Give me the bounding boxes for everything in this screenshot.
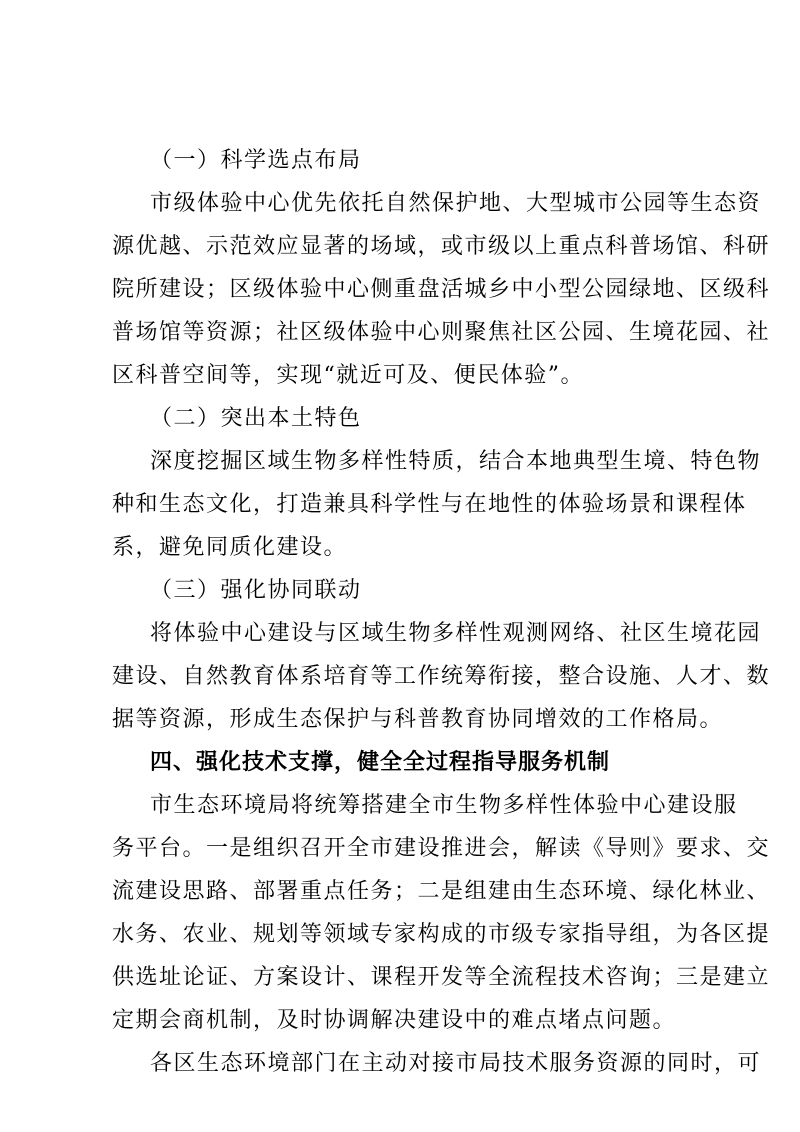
paragraph-line: 市生态环境局将统筹搭建全市生物多样性体验中心建设服 <box>150 793 738 818</box>
paragraph-line: 供选址论证、方案设计、课程开发等全流程技术咨询；三是建立 <box>112 965 771 990</box>
paragraph-line: 深度挖掘区域生物多样性特质，结合本地典型生境、特色物 <box>150 449 762 474</box>
paragraph-line: 市级体验中心优先依托自然保护地、大型城市公园等生态资 <box>150 191 762 216</box>
paragraph-line: 流建设思路、部署重点任务；二是组建由生态环境、绿化林业、 <box>112 879 771 904</box>
paragraph-line: 各区生态环境部门在主动对接市局技术服务资源的同时，可 <box>150 1051 762 1076</box>
paragraph-line: 建设、自然教育体系培育等工作统筹衔接，整合设施、人才、数 <box>112 664 771 689</box>
section-heading-1: （一）科学选点布局 <box>150 148 362 173</box>
paragraph-line: 定期会商机制，及时协调解决建设中的难点堵点问题。 <box>112 1008 677 1033</box>
paragraph-line: 系，避免同质化建设。 <box>112 535 348 560</box>
paragraph-line: 院所建设；区级体验中心侧重盘活城乡中小型公园绿地、区级科 <box>112 277 771 302</box>
paragraph-line: 据等资源，形成生态保护与科普教育协同增效的工作格局。 <box>112 707 724 732</box>
section-heading-2: （二）突出本土特色 <box>150 406 362 431</box>
paragraph-line: 种和生态文化，打造兼具科学性与在地性的体验场景和课程体 <box>112 492 747 517</box>
paragraph-line: 务平台。一是组织召开全市建设推进会，解读《导则》要求、交 <box>112 836 771 861</box>
chapter-heading-4: 四、强化技术支撑，健全全过程指导服务机制 <box>150 750 611 775</box>
section-heading-3: （三）强化协同联动 <box>150 578 362 603</box>
paragraph-line: 区科普空间等，实现“就近可及、便民体验”。 <box>112 363 584 388</box>
paragraph-line: 源优越、示范效应显著的场域，或市级以上重点科普场馆、科研 <box>112 234 771 259</box>
paragraph-line: 将体验中心建设与区域生物多样性观测网络、社区生境花园 <box>150 621 762 646</box>
paragraph-line: 水务、农业、规划等领域专家构成的市级专家指导组，为各区提 <box>112 922 771 947</box>
paragraph-line: 普场馆等资源；社区级体验中心则聚焦社区公园、生境花园、社 <box>112 320 771 345</box>
